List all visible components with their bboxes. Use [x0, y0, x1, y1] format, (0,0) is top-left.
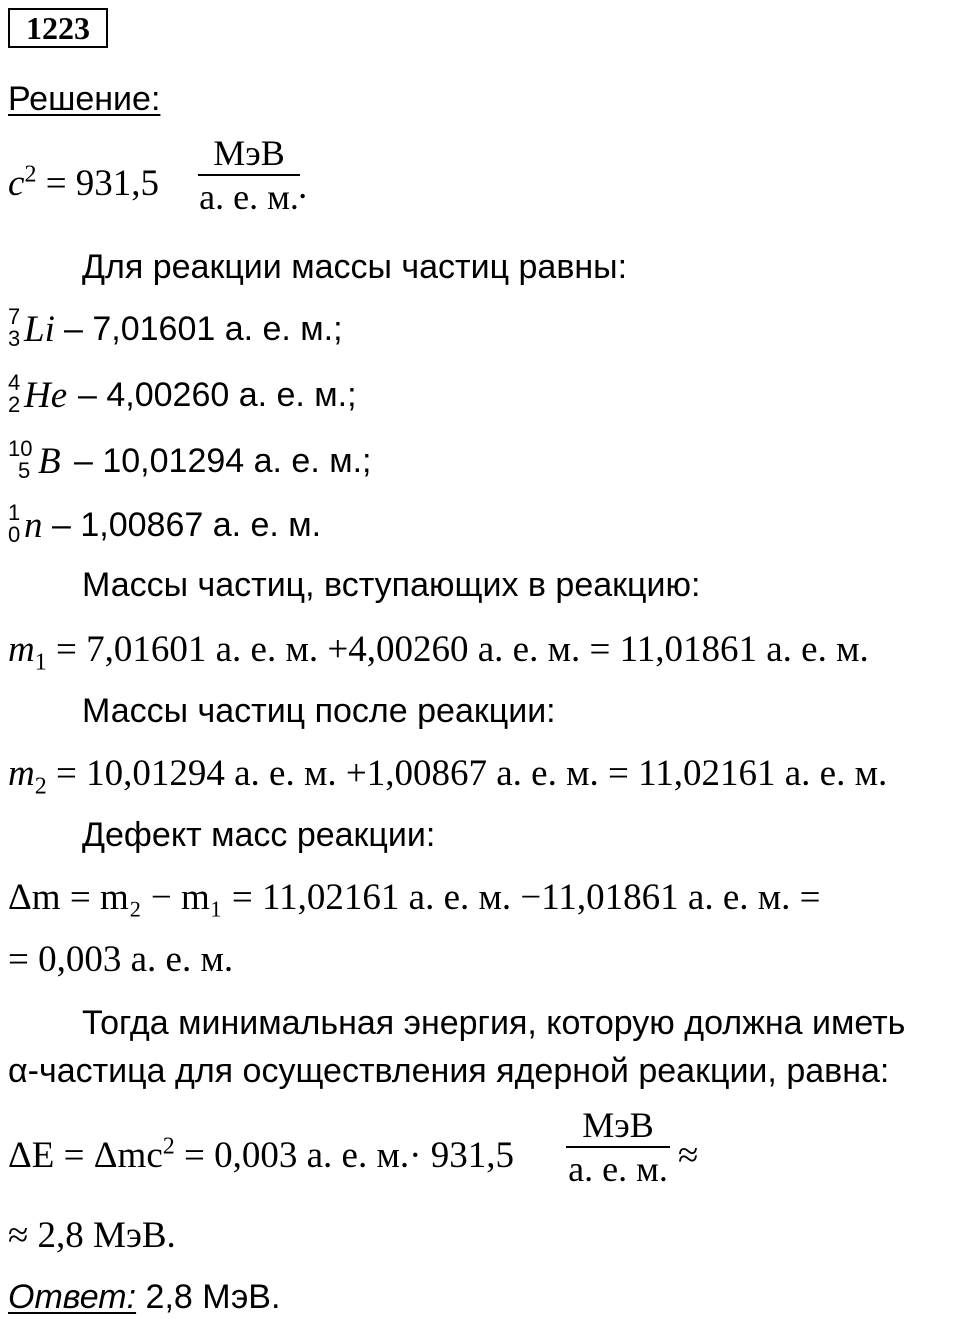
- dm-equation-line2: = 0,003 а. е. м.: [8, 939, 234, 980]
- before-label: Массы частиц, вступающих в реакцию:: [82, 566, 701, 604]
- problem-number: 1223: [8, 8, 108, 48]
- unit-denominator: а. е. м.: [199, 177, 299, 217]
- m1-symbol: m: [8, 629, 35, 670]
- de-unit-fraction: [566, 1106, 670, 1188]
- c2-unit-fraction: [198, 134, 300, 216]
- c2-value: = 931,5: [45, 163, 160, 204]
- intro-masses: Для реакции массы частиц равны:: [82, 248, 628, 286]
- answer-value: 2,8 МэВ.: [145, 1278, 281, 1316]
- mass-number: 1: [8, 500, 21, 525]
- de-exponent: 2: [162, 1133, 175, 1160]
- atomic-number: 5: [18, 458, 31, 483]
- de-mid: = 0,003 а. е. м.· 931,5: [184, 1135, 514, 1176]
- de-approx: ≈: [678, 1135, 699, 1176]
- answer-line: [8, 1278, 280, 1317]
- answer-label: Ответ:: [8, 1278, 137, 1316]
- m2-symbol: m: [8, 753, 35, 794]
- unit-numerator: МэВ: [213, 133, 285, 173]
- isotope-mass: – 7,01601 а. е. м.;: [64, 310, 343, 348]
- element-symbol: n: [24, 505, 43, 546]
- c2-period: .: [298, 166, 308, 207]
- atomic-number: 3: [8, 326, 21, 351]
- de-lhs: ΔE = Δmc: [8, 1135, 163, 1176]
- unit-denominator: а. е. м.: [568, 1149, 668, 1189]
- c-exponent: 2: [24, 161, 37, 188]
- solution-label: Решение:: [8, 80, 161, 118]
- defect-label: Дефект масс реакции:: [82, 816, 436, 854]
- c-symbol: c: [8, 163, 25, 204]
- energy-text-line1: Тогда минимальная энергия, которую должна иметь: [82, 1004, 906, 1042]
- mass-number: 7: [8, 304, 21, 329]
- unit-numerator: МэВ: [582, 1105, 654, 1145]
- m2-subscript: 2: [34, 773, 47, 800]
- isotope-mass: – 10,01294 а. е. м.;: [74, 442, 372, 480]
- m1-subscript: 1: [34, 649, 47, 676]
- element-symbol: B: [38, 441, 61, 482]
- de-result: ≈ 2,8 МэВ.: [8, 1215, 176, 1256]
- m1-value: = 7,01601 а. е. м. +4,00260 а. е. м. = 11,01861 а. е. м.: [55, 629, 869, 670]
- atomic-number: 2: [8, 392, 21, 417]
- after-label: Массы частиц после реакции:: [82, 692, 556, 730]
- element-symbol: Li: [24, 309, 55, 350]
- dm-equation-line1: Δm = m₂ − m₁ = 11,02161 а. е. м. −11,01861 а. е. м. =: [8, 877, 821, 918]
- m2-value: = 10,01294 а. е. м. +1,00867 а. е. м. = 11,02161 а. е. м.: [55, 753, 888, 794]
- isotope-mass: – 4,00260 а. е. м.;: [78, 376, 357, 414]
- mass-number: 4: [8, 370, 21, 395]
- fraction-bar: [198, 174, 300, 176]
- m1-equation: [8, 628, 869, 676]
- de-equation: [8, 1134, 514, 1177]
- atomic-number: 0: [8, 522, 21, 547]
- mass-number: 10: [8, 436, 33, 461]
- fraction-bar: [566, 1146, 670, 1148]
- isotope-mass: – 1,00867 а. е. м.: [52, 506, 322, 544]
- m2-equation: [8, 752, 888, 800]
- c2-equation: [8, 162, 159, 205]
- energy-text-line2: α-частица для осуществления ядерной реакции, равна:: [8, 1052, 890, 1090]
- element-symbol: He: [24, 375, 68, 416]
